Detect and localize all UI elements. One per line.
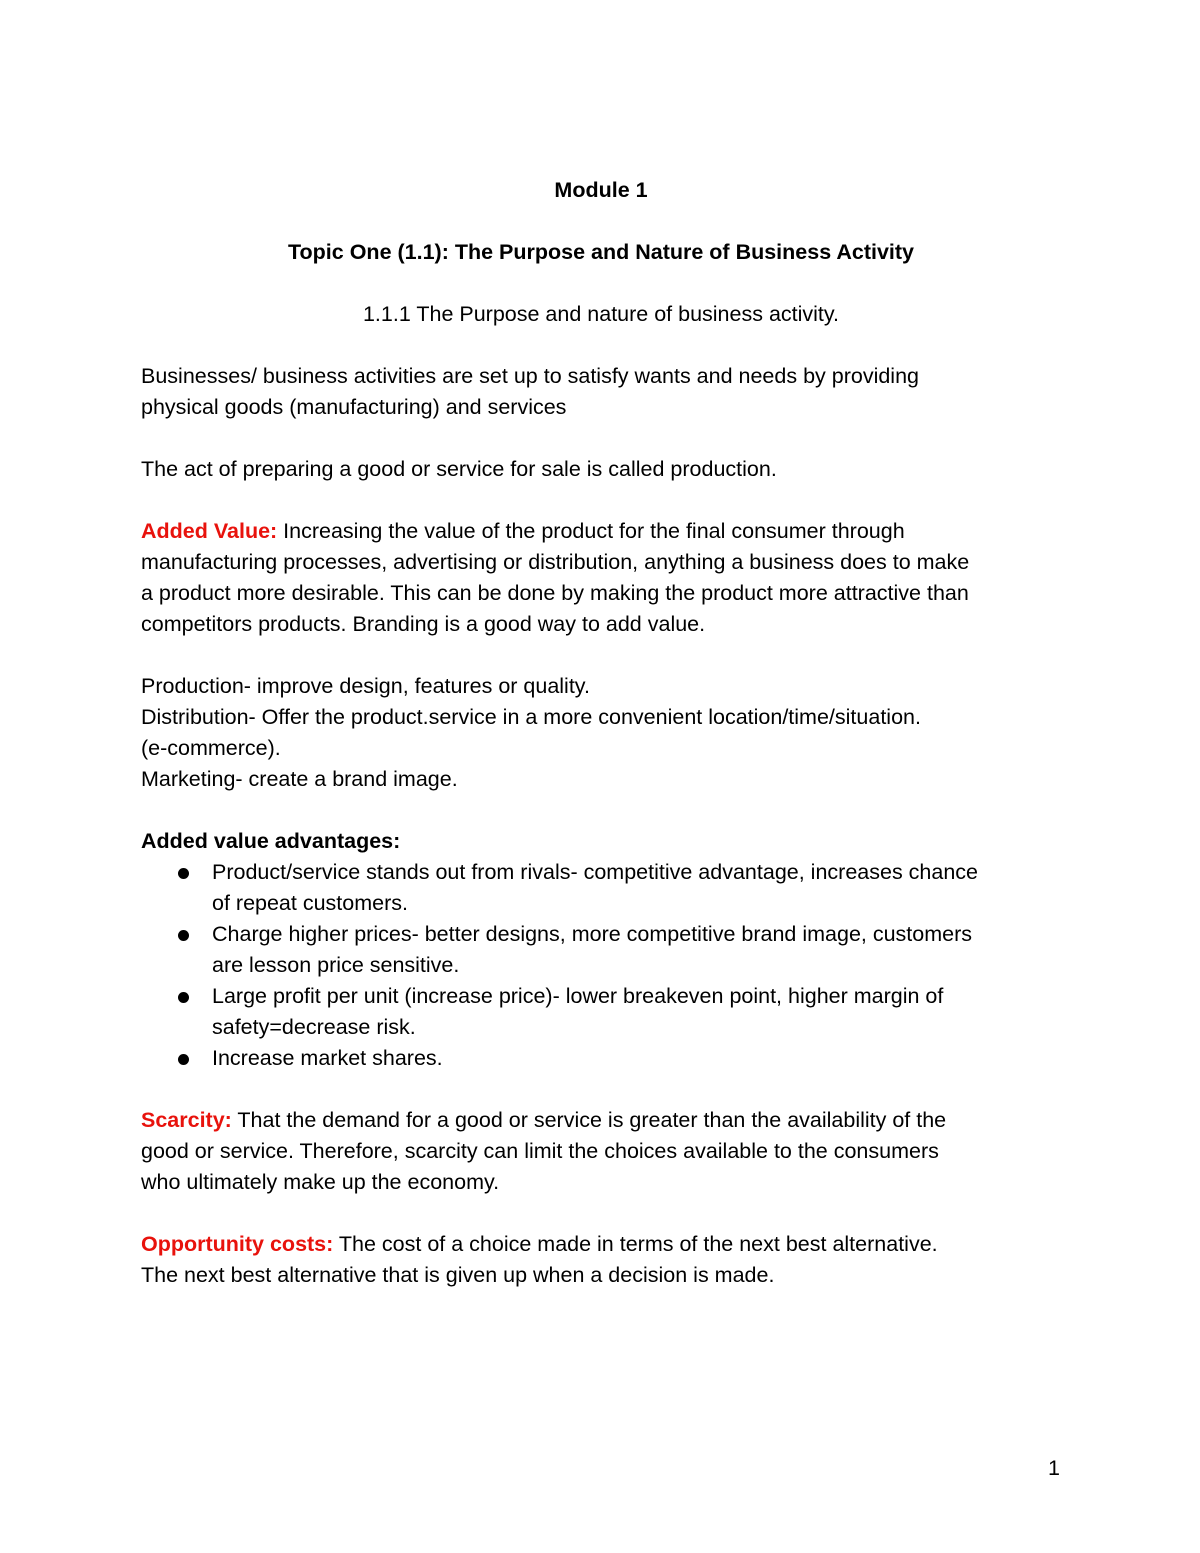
method-line-ecommerce: (e-commerce). <box>141 736 281 760</box>
advantages-heading: Added value advantages: <box>141 829 401 853</box>
intro-line: Businesses/ business activities are set up to satisfy wants and needs by providing <box>141 364 919 388</box>
method-line-marketing: Marketing- create a brand image. <box>141 767 458 791</box>
list-item <box>212 1043 1061 1074</box>
production-sentence: The act of preparing a good or service for sale is called production. <box>141 457 777 481</box>
bullet-icon <box>178 868 189 879</box>
method-line-production: Production- improve design, features or quality. <box>141 674 590 698</box>
opportunity-costs-line: The next best alternative that is given up when a decision is made. <box>141 1263 775 1287</box>
list-item-line: Increase market shares. <box>212 1046 443 1070</box>
added-value-line: competitors products. Branding is a good way to add value. <box>141 612 706 636</box>
list-item-line: of repeat customers. <box>212 891 408 915</box>
scarcity-line: good or service. Therefore, scarcity can limit the choices available to the consumers <box>141 1139 939 1163</box>
scarcity-line <box>141 1105 1061 1136</box>
method-line-distribution: Distribution- Offer the product.service in a more convenient location/time/situation. <box>141 705 921 729</box>
intro-paragraph <box>141 361 1061 423</box>
added-value-line <box>141 516 1061 547</box>
added-value-text: Increasing the value of the product for the final consumer through <box>277 519 905 543</box>
added-value-term: Added Value: <box>141 519 278 543</box>
scarcity-definition <box>141 1105 1061 1198</box>
bullet-icon <box>178 1054 189 1065</box>
module-title: Module 1 <box>554 178 648 202</box>
page-content <box>141 175 1061 1291</box>
page-number: 1 <box>1048 1456 1060 1480</box>
added-value-line: a product more desirable. This can be done by making the product more attractive than <box>141 581 969 605</box>
added-value-definition <box>141 516 1061 640</box>
list-item-line: Large profit per unit (increase price)- lower breakeven point, higher margin of <box>212 984 944 1008</box>
opportunity-costs-term: Opportunity costs: <box>141 1232 334 1256</box>
added-value-line: manufacturing processes, advertising or distribution, anything a business does to make <box>141 550 970 574</box>
list-item <box>212 857 1061 919</box>
list-item <box>212 981 1061 1043</box>
scarcity-term: Scarcity: <box>141 1108 232 1132</box>
list-item <box>212 919 1061 981</box>
opportunity-costs-line <box>141 1229 1061 1260</box>
list-item-line: safety=decrease risk. <box>212 1015 416 1039</box>
topic-title: Topic One (1.1): The Purpose and Nature of Business Activity <box>288 240 914 264</box>
opportunity-costs-definition <box>141 1229 1061 1291</box>
list-item-line: Product/service stands out from rivals- competitive advantage, increases chance <box>212 860 979 884</box>
section-heading: 1.1.1 The Purpose and nature of business activity. <box>362 302 840 326</box>
intro-line: physical goods (manufacturing) and services <box>141 395 567 419</box>
list-item-line: are lesson price sensitive. <box>212 953 460 977</box>
bullet-icon <box>178 992 189 1003</box>
scarcity-line: who ultimately make up the economy. <box>141 1170 500 1194</box>
opportunity-costs-text: The cost of a choice made in terms of the next best alternative. <box>333 1232 938 1256</box>
list-item-line: Charge higher prices- better designs, more competitive brand image, customers <box>212 922 973 946</box>
advantages-list <box>141 857 1061 1074</box>
bullet-icon <box>178 930 189 941</box>
scarcity-text: That the demand for a good or service is greater than the availability of the <box>231 1108 947 1132</box>
added-value-methods <box>141 671 1061 795</box>
